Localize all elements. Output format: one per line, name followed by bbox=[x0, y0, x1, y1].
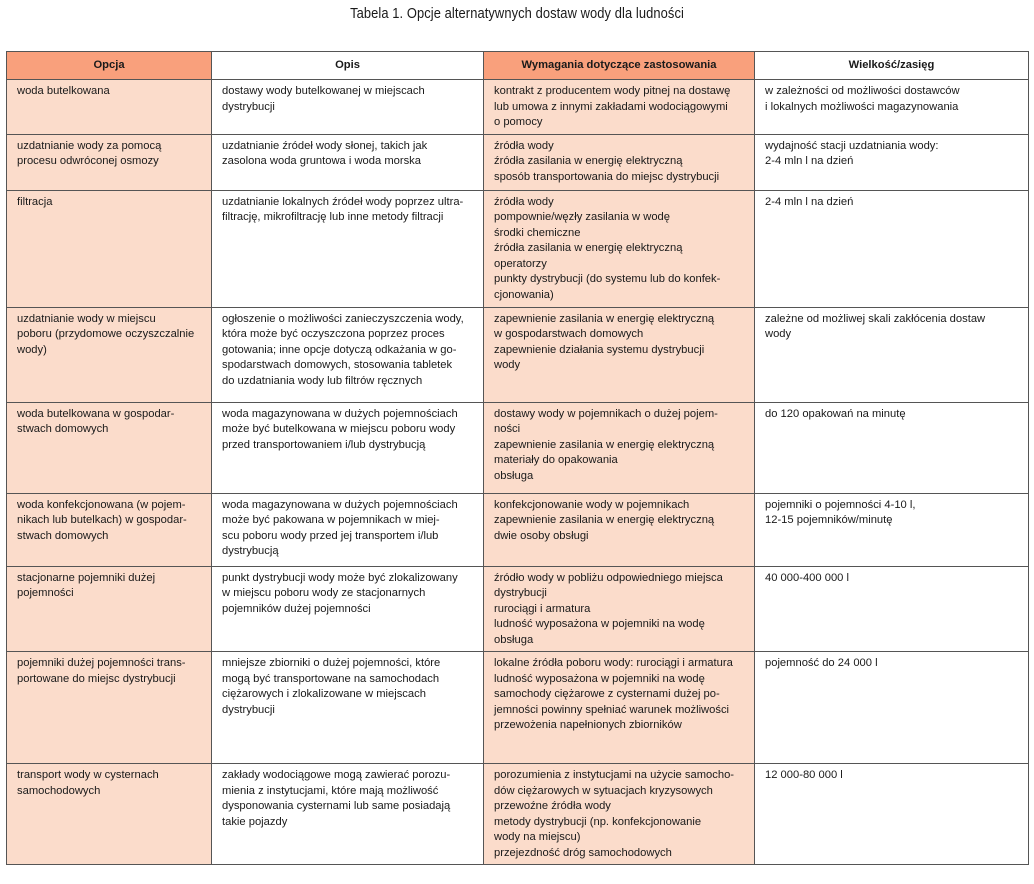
cell-line: filtrację, mikrofiltrację lub inne metody filtracji bbox=[222, 211, 444, 223]
cell-line: środki chemiczne bbox=[494, 226, 581, 239]
table-title: Tabela 1. Opcje alternatywnych dostaw wody dla ludności bbox=[350, 5, 684, 22]
cell-line: takie pojazdy bbox=[222, 815, 288, 828]
cell-line: pojemności bbox=[17, 587, 74, 599]
cell-opis bbox=[212, 134, 484, 190]
cell-opis bbox=[212, 402, 484, 493]
cell-line: woda butelkowana w gospodar- bbox=[17, 407, 175, 420]
header-opis: Opis bbox=[212, 52, 484, 80]
cell-opis bbox=[212, 764, 484, 865]
cell-line: lokalne źródła poboru wody: rurociągi i armatura bbox=[494, 657, 733, 669]
cell-line: źródła wody bbox=[494, 139, 554, 152]
cell-opcja bbox=[7, 80, 212, 135]
cell-line: metody dystrybucji (np. konfekcjonowanie bbox=[494, 815, 702, 828]
cell-wymagania bbox=[484, 652, 755, 764]
cell-opcja bbox=[7, 652, 212, 764]
cell-opcja bbox=[7, 190, 212, 307]
cell-line: zależne od możliwej skali zakłócenia dostaw bbox=[765, 312, 986, 325]
cell-line: uzdatnianie źródeł wody słonej, takich jak bbox=[222, 139, 428, 152]
cell-wielkosc bbox=[755, 80, 1029, 135]
cell-line: źródła zasilania w energię elektryczną bbox=[494, 155, 683, 167]
cell-line: uzdatnianie lokalnych źródeł wody poprzez ultra- bbox=[222, 195, 464, 208]
cell-line: stwach domowych bbox=[17, 529, 109, 542]
cell-line: ludność wyposażona w pojemniki na wodę bbox=[494, 672, 705, 685]
table-row bbox=[7, 652, 1029, 764]
cell-line: zasolona woda gruntowa i woda morska bbox=[222, 155, 421, 167]
cell-wymagania bbox=[484, 134, 755, 190]
cell-line: 12 000-80 000 l bbox=[765, 769, 843, 781]
cell-line: lub umowa z innymi zakładami wodociągowymi bbox=[494, 100, 728, 113]
cell-line: przewożenia napełnionych zbiorników bbox=[494, 719, 682, 731]
cell-line: konfekcjonowanie wody w pojemnikach bbox=[494, 498, 690, 511]
cell-line: procesu odwróconej osmozy bbox=[17, 155, 159, 167]
cell-line: 2-4 mln l na dzień bbox=[765, 195, 854, 208]
header-wielkosc: Wielkość/zasięg bbox=[755, 52, 1029, 80]
cell-opcja bbox=[7, 134, 212, 190]
table-body bbox=[7, 80, 1029, 865]
cell-line: woda magazynowana w dużych pojemnościach bbox=[222, 498, 458, 511]
cell-wielkosc bbox=[755, 566, 1029, 652]
cell-line: zakłady wodociągowe mogą zawierać porozu- bbox=[222, 769, 451, 781]
water-supply-options-table bbox=[6, 51, 1029, 865]
cell-line: zapewnienie zasilania w energię elektryczną bbox=[494, 438, 715, 451]
cell-line: wydajność stacji uzdatniania wody: bbox=[765, 139, 939, 152]
cell-line: 12-15 pojemników/minutę bbox=[765, 514, 893, 526]
cell-wymagania bbox=[484, 307, 755, 402]
cell-line: pojemność do 24 000 l bbox=[765, 657, 878, 669]
table-row bbox=[7, 190, 1029, 307]
cell-line: pojemników dużej pojemności bbox=[222, 602, 371, 615]
cell-opis bbox=[212, 566, 484, 652]
header-opcja: Opcja bbox=[7, 52, 212, 80]
cell-line: uzdatnianie wody w miejscu bbox=[17, 312, 156, 325]
cell-line: ogłoszenie o możliwości zanieczyszczenia wody, bbox=[222, 312, 464, 325]
cell-line: obsługa bbox=[494, 633, 534, 646]
cell-wielkosc bbox=[755, 652, 1029, 764]
cell-line: wody bbox=[765, 328, 792, 340]
cell-line: mienia z instytucjami, które mają możliwość bbox=[222, 784, 439, 797]
cell-wymagania bbox=[484, 190, 755, 307]
cell-wymagania bbox=[484, 493, 755, 566]
cell-line: dystrybucji bbox=[222, 703, 275, 716]
cell-line: stacjonarne pojemniki dużej bbox=[17, 571, 156, 584]
cell-line: jemności powinny spełniać warunek możliwości bbox=[494, 703, 730, 716]
cell-line: rurociągi i armatura bbox=[494, 602, 591, 615]
cell-line: w zależności od możliwości dostawców bbox=[765, 85, 960, 97]
cell-line: dystrybucją bbox=[222, 545, 279, 557]
cell-line: o pomocy bbox=[494, 116, 543, 128]
cell-wielkosc bbox=[755, 190, 1029, 307]
cell-line: do uzdatniania wody lub filtrów ręcznych bbox=[222, 374, 423, 387]
cell-line: źródła wody bbox=[494, 195, 554, 208]
cell-line: dystrybucji bbox=[222, 100, 275, 113]
cell-line: i lokalnych możliwości magazynowania bbox=[765, 100, 959, 113]
cell-wymagania bbox=[484, 566, 755, 652]
table-row bbox=[7, 134, 1029, 190]
cell-wymagania bbox=[484, 402, 755, 493]
cell-opcja bbox=[7, 764, 212, 865]
cell-line: do 120 opakowań na minutę bbox=[765, 407, 906, 420]
cell-opcja bbox=[7, 402, 212, 493]
cell-line: źródło wody w pobliżu odpowiedniego miejsca bbox=[494, 571, 723, 584]
cell-line: sposób transportowania do miejsc dystrybucji bbox=[494, 170, 720, 183]
cell-wielkosc bbox=[755, 307, 1029, 402]
cell-line: dostawy wody w pojemnikach o dużej pojem- bbox=[494, 407, 718, 420]
cell-line: dostawy wody butelkowanej w miejscach bbox=[222, 85, 425, 97]
cell-wymagania bbox=[484, 80, 755, 135]
cell-line: samochodowych bbox=[17, 784, 101, 797]
cell-opis bbox=[212, 493, 484, 566]
cell-line: może być pakowana w pojemnikach w miej- bbox=[222, 514, 440, 526]
cell-line: dwie osoby obsługi bbox=[494, 529, 589, 542]
cell-wymagania bbox=[484, 764, 755, 865]
cell-line: samochody ciężarowe z cysternami dużej po- bbox=[494, 688, 720, 700]
cell-wielkosc bbox=[755, 402, 1029, 493]
cell-line: pompownie/węzły zasilania w wodę bbox=[494, 211, 670, 223]
cell-line: 2-4 mln l na dzień bbox=[765, 155, 854, 167]
cell-line: w gospodarstwach domowych bbox=[494, 328, 644, 340]
cell-line: portowane do miejsc dystrybucji bbox=[17, 672, 176, 685]
cell-line: spodarstwach domowych, stosowania tabletek bbox=[222, 359, 453, 371]
cell-line: wody bbox=[494, 359, 521, 371]
cell-line: która może być oczyszczona poprzez proces bbox=[222, 328, 445, 340]
cell-line: przewoźne źródła wody bbox=[494, 800, 611, 812]
cell-line: w miejscu poboru wody ze stacjonarnych bbox=[222, 587, 426, 599]
cell-line: dystrybucji bbox=[494, 587, 547, 599]
cell-opis bbox=[212, 80, 484, 135]
cell-opis bbox=[212, 307, 484, 402]
cell-line: może być butelkowana w miejscu poboru wody bbox=[222, 423, 456, 435]
cell-opis bbox=[212, 652, 484, 764]
cell-line: zapewnienie zasilania w energię elektryczną bbox=[494, 514, 715, 526]
cell-opcja bbox=[7, 566, 212, 652]
cell-line: ludność wyposażona w pojemniki na wodę bbox=[494, 618, 705, 630]
cell-line: przed transportowaniem i/lub dystrybucją bbox=[222, 438, 426, 451]
cell-line: transport wody w cysternach bbox=[17, 769, 159, 781]
cell-line: zapewnienie działania systemu dystrybucji bbox=[494, 343, 705, 356]
cell-line: operatorzy bbox=[494, 257, 547, 270]
cell-line: wody na miejscu) bbox=[494, 831, 581, 843]
cell-line: źródła zasilania w energię elektryczną bbox=[494, 242, 683, 254]
cell-opcja bbox=[7, 307, 212, 402]
table-row bbox=[7, 307, 1029, 402]
header-wymagania: Wymagania dotyczące zastosowania bbox=[484, 52, 755, 80]
cell-wielkosc bbox=[755, 134, 1029, 190]
cell-line: materiały do opakowania bbox=[494, 454, 618, 466]
table-row bbox=[7, 764, 1029, 865]
cell-line: obsługa bbox=[494, 469, 534, 482]
cell-line: punkty dystrybucji (do systemu lub do konfek- bbox=[494, 273, 721, 285]
cell-line: dów ciężarowych w sytuacjach kryzysowych bbox=[494, 784, 713, 797]
cell-wielkosc bbox=[755, 764, 1029, 865]
cell-line: pojemniki dużej pojemności trans- bbox=[17, 657, 186, 669]
cell-line: porozumienia z instytucjami na użycie samocho- bbox=[494, 769, 735, 781]
table-row bbox=[7, 80, 1029, 135]
cell-line: wody) bbox=[17, 343, 47, 356]
cell-line: woda butelkowana bbox=[17, 85, 110, 97]
cell-line: 40 000-400 000 l bbox=[765, 571, 849, 584]
cell-line: scu poboru wody przed jej transportem i/lub bbox=[222, 529, 439, 542]
cell-line: uzdatnianie wody za pomocą bbox=[17, 139, 162, 152]
cell-line: woda magazynowana w dużych pojemnościach bbox=[222, 407, 458, 420]
cell-line: ności bbox=[494, 423, 521, 435]
cell-line: poboru (przydomowe oczyszczalnie bbox=[17, 328, 195, 340]
cell-line: przejezdność dróg samochodowych bbox=[494, 846, 672, 859]
cell-line: dysponowania cysternami lub same posiadają bbox=[222, 800, 451, 812]
table-header-row bbox=[7, 52, 1029, 80]
cell-line: punkt dystrybucji wody może być zlokalizowany bbox=[222, 571, 458, 584]
cell-line: nikach lub butelkach) w gospodar- bbox=[17, 514, 187, 526]
cell-line: stwach domowych bbox=[17, 423, 109, 435]
table-row bbox=[7, 493, 1029, 566]
cell-line: gotowania; inne opcje dotyczą odkażania w go- bbox=[222, 343, 457, 356]
cell-line: ciężarowych i zlokalizowane w miejscach bbox=[222, 688, 426, 700]
cell-line: cjonowania) bbox=[494, 288, 554, 301]
cell-line: filtracja bbox=[17, 195, 53, 208]
cell-line: mniejsze zbiorniki o dużej pojemności, które bbox=[222, 657, 441, 669]
table-row bbox=[7, 402, 1029, 493]
cell-line: pojemniki o pojemności 4-10 l, bbox=[765, 498, 916, 511]
cell-line: zapewnienie zasilania w energię elektryczną bbox=[494, 312, 715, 325]
cell-opis bbox=[212, 190, 484, 307]
cell-line: woda konfekcjonowana (w pojem- bbox=[17, 498, 186, 511]
cell-line: mogą być transportowane na samochodach bbox=[222, 672, 440, 685]
cell-line: kontrakt z producentem wody pitnej na dostawę bbox=[494, 85, 731, 97]
cell-opcja bbox=[7, 493, 212, 566]
cell-wielkosc bbox=[755, 493, 1029, 566]
table-row bbox=[7, 566, 1029, 652]
